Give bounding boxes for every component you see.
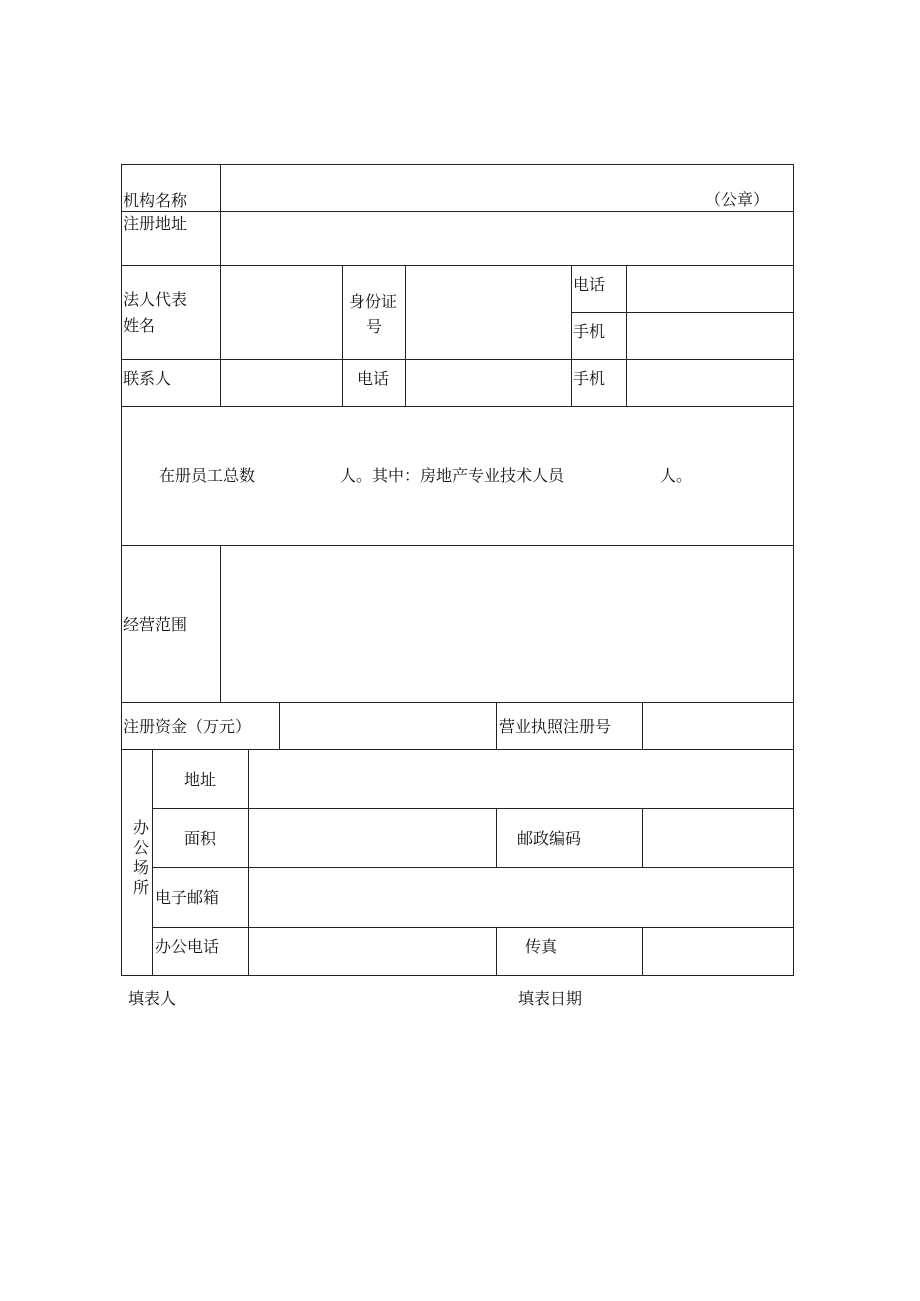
postcode-label: 邮政编码 [517,829,582,848]
col-divider [279,702,280,749]
contact-mobile-label: 手机 [573,369,606,388]
fill-date-label: 填表日期 [518,989,583,1008]
contact-phone-label: 电话 [357,369,390,388]
row-divider [121,702,794,703]
office-group-label: 办公场所 [132,818,149,897]
row-divider [121,545,794,546]
col-divider [248,749,249,976]
col-divider [496,702,497,749]
col-divider [626,265,627,406]
col-divider [496,808,497,867]
row-divider [121,211,794,212]
col-divider [405,265,406,406]
staff-total-label: 在册员工总数 [159,466,256,485]
mobile-label: 手机 [573,322,606,341]
reg-capital-label: 注册资金（万元） [123,717,252,736]
contact-label: 联系人 [123,369,172,388]
col-divider [152,749,153,976]
fax-label: 传真 [525,937,558,956]
col-divider [642,702,643,749]
legal-rep-label: 法人代表 [123,290,188,309]
row-divider [121,265,794,266]
col-divider [571,265,572,406]
row-divider [571,312,794,313]
col-divider [342,265,343,406]
office-address-label: 地址 [184,770,217,789]
filler-label: 填表人 [128,989,177,1008]
email-label: 电子邮箱 [155,888,220,907]
row-divider [121,749,794,750]
staff-end-label: 人。 [660,466,693,485]
col-divider [496,927,497,976]
registration-form-table [121,164,794,976]
col-divider [642,927,643,976]
col-divider [220,164,221,406]
col-divider [642,808,643,867]
legal-rep-label: 姓名 [123,316,156,335]
business-scope-label: 经营范围 [123,615,188,634]
office-phone-label: 办公电话 [155,937,220,956]
row-divider [121,359,794,360]
office-area-label: 面积 [184,829,217,848]
row-divider [121,406,794,407]
staff-mid-label: 人。其中：房地产专业技术人员 [340,466,565,485]
id-number-label: 身份证 [349,292,398,311]
reg-address-label: 注册地址 [123,214,188,233]
phone-label: 电话 [573,275,606,294]
seal-label: （公章） [705,190,770,209]
org-name-label: 机构名称 [123,191,188,210]
license-no-label: 营业执照注册号 [499,717,612,736]
id-number-label: 号 [366,317,383,336]
col-divider [220,545,221,702]
